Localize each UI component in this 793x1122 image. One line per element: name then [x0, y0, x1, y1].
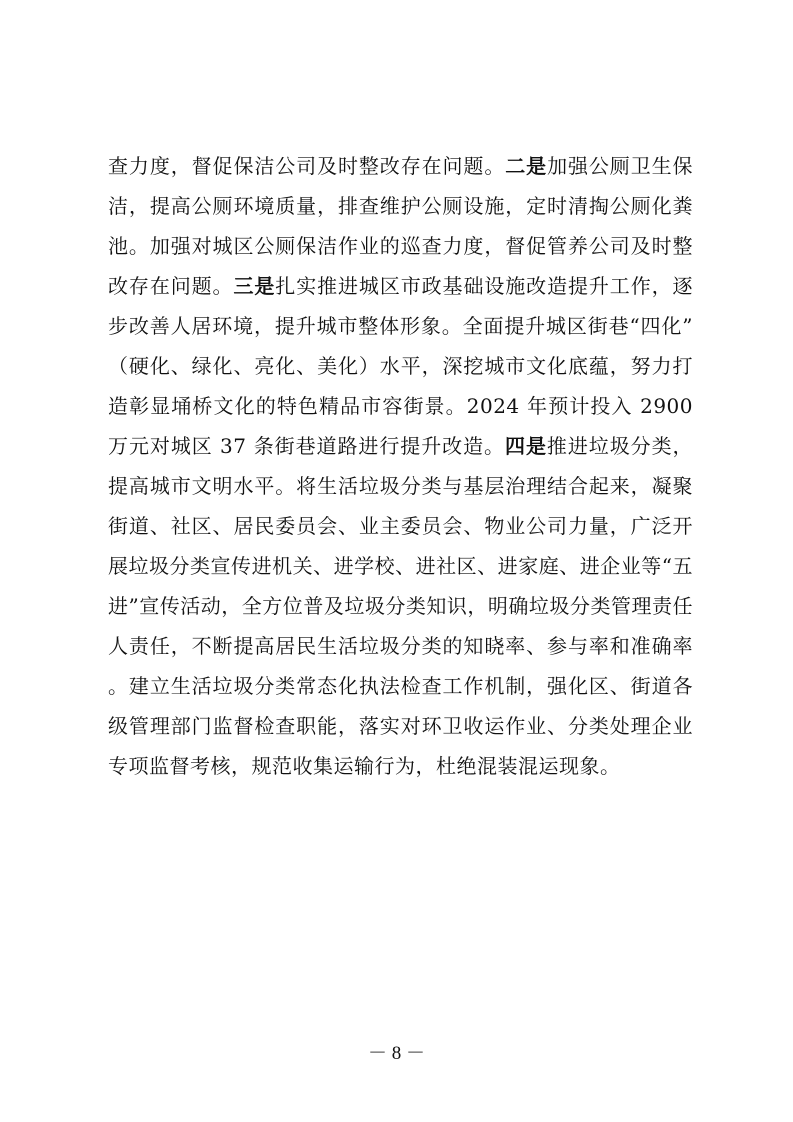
- text-run: 查力度，督促保洁公司及时整改存在问题。: [108, 154, 506, 178]
- text-run: 推进垃圾分类，提高城市文明水平。将生活垃圾分类与基层治理结合起来，凝聚街道、社区、居民委员会、业主委员会、物业公司力量，广泛开展垃圾分类宣传进机关、进学校、进社区、进家庭、进企业等“五进”宣传活动，全方位普及垃圾分类知识，明确垃圾分类管理责任人责任，不断提高居民生活垃圾分类的知晓率、参与率和准确率。建立生活垃圾分类常态化执法检查工作机制，强化区、街道各级管理部门监督检查职能，落实对环卫收运作业、分类处理企业专项监督考核，规范收集运输行为，杜绝混装混运现象。: [108, 434, 694, 778]
- text-run: 扎实推进城区市政基础设施改造提升工作，逐步改善人居环境，提升城市整体形象。全面提升城区街巷“四化”（硬化、绿化、亮化、美化）水平，深挖城市文化底蕴，努力打造彰显埇桥文化的特色精品市容街景。2024 年预计投入 2900 万元对城区 37 条街巷道路进行提升改造。: [108, 274, 694, 458]
- bold-marker: 二是: [505, 154, 548, 178]
- body-paragraph: [108, 146, 693, 786]
- text-run: 加强公厕卫生保洁，提高公厕环境质量，排查维护公厕设施，定时清掏公厕化粪池。加强对城区公厕保洁作业的巡查力度，督促管养公司及时整改存在问题。: [108, 154, 694, 298]
- page-number: － 8 －: [367, 1043, 425, 1064]
- bold-marker: 三是: [233, 274, 276, 298]
- bold-marker: 四是: [505, 434, 547, 458]
